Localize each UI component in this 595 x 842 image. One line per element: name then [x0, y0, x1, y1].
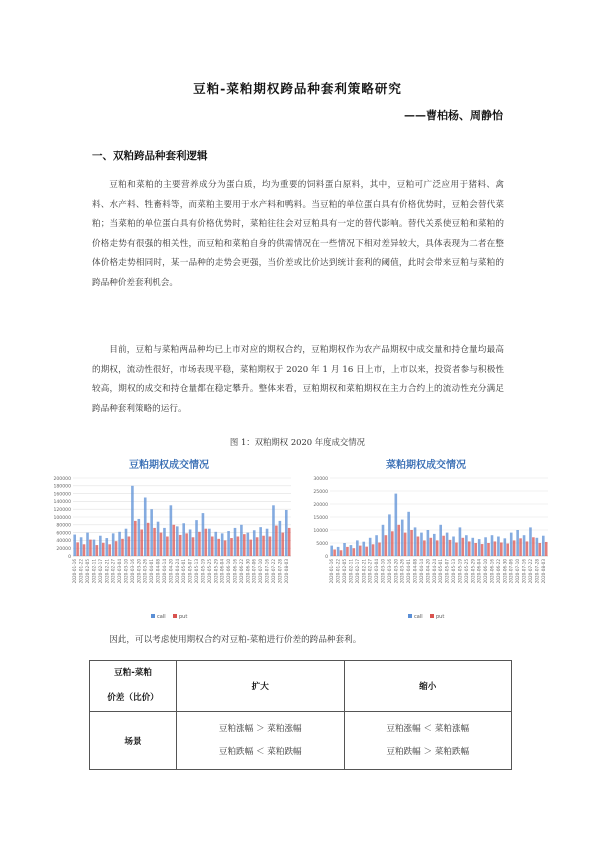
bar-put — [436, 540, 439, 556]
legend-label-put: put — [179, 614, 188, 620]
bar-call — [80, 537, 83, 556]
x-tick-label: 2020-07-06 — [251, 559, 257, 584]
bar-call — [259, 527, 262, 556]
table-header-row — [90, 661, 512, 712]
bar-call — [118, 532, 121, 556]
y-tick-label: 180000 — [53, 484, 71, 490]
y-tick-label: 200000 — [53, 476, 71, 482]
bar-call — [195, 520, 198, 556]
legend-label-call: call — [414, 614, 423, 620]
bar-call — [285, 510, 288, 556]
legend-label-put: put — [436, 614, 445, 620]
bar-call — [240, 525, 243, 556]
rapeseed-chart-svg — [298, 452, 554, 624]
rapeseed-option-volume-chart — [298, 452, 554, 624]
y-tick-label: 40000 — [56, 539, 71, 545]
x-tick-label: 2020-06-22 — [495, 559, 501, 584]
y-tick-label: 80000 — [56, 523, 71, 529]
bar-call — [491, 535, 494, 556]
x-tick-label: 2020-01-16 — [72, 559, 78, 584]
x-tick-label: 2020-05-13 — [451, 559, 457, 584]
x-tick-label: 2020-02-05 — [85, 559, 91, 584]
bar-put — [160, 533, 163, 556]
x-tick-label: 2020-04-24 — [174, 559, 180, 584]
bar-put — [269, 537, 272, 557]
bar-put — [243, 534, 246, 556]
x-tick-label: 2020-06-30 — [245, 559, 251, 584]
bar-call — [163, 528, 166, 556]
x-tick-label: 2020-05-25 — [206, 559, 212, 584]
y-tick-label: 60000 — [56, 531, 71, 537]
x-tick-label: 2020-06-16 — [232, 559, 238, 584]
x-tick-label: 2020-07-10 — [258, 559, 264, 584]
paragraph-1: 豆粕和菜粕的主要营养成分为蛋白质，均为重要的饲料蛋白原料，其中，豆粕可广泛应用于猪料、禽料、水产料、牲畜料等，而菜粕主要用于水产料和鸭料。当豆粕的单位蛋白具有价格优势时，豆粕会替代菜粕；当菜粕的单位蛋白具有价格优势时，菜粕往往会对豆粕具有一定的替代影响。替代关系使豆粕和菜粕的价格走势有很强的相关性，而豆粕和菜粕自身的供需情况在一些情况下相对差异较大，具体表现为二者在整体价格走势相同时，某一品种的走势会更强，当价差或比价达到统计套利的阈值，此时会带来豆粕与菜粕的跨品种价差套利机会。 — [92, 180, 504, 288]
bar-put — [140, 529, 143, 556]
bar-put — [429, 538, 432, 556]
x-tick-label: 2020-02-21 — [104, 559, 110, 584]
bar-call — [375, 535, 378, 556]
expand-line-2: 豆粕跌幅 ＜ 菜粕跌幅 — [218, 746, 302, 757]
bar-put — [115, 541, 118, 556]
x-tick-label: 2020-06-22 — [238, 559, 244, 584]
bar-put — [121, 539, 124, 556]
x-tick-label: 2020-04-08 — [155, 559, 161, 584]
bar-put — [224, 540, 227, 556]
bar-put — [179, 535, 182, 556]
bar-call — [433, 534, 436, 556]
x-tick-label: 2020-02-11 — [91, 559, 97, 584]
x-tick-label: 2020-03-10 — [380, 559, 386, 584]
bar-put — [96, 545, 99, 556]
bar-put — [423, 540, 426, 556]
bar-put — [455, 542, 458, 556]
bar-call — [182, 523, 185, 556]
bar-call — [105, 538, 108, 556]
chart-title: 豆粕期权成交情况 — [129, 460, 209, 471]
bar-call — [208, 529, 211, 556]
bar-put — [538, 543, 541, 556]
y-tick-label: 0 — [325, 554, 328, 560]
x-tick-label: 2020-06-10 — [226, 559, 232, 584]
bar-put — [249, 540, 252, 556]
bar-call — [504, 538, 507, 556]
x-tick-label: 2020-04-08 — [412, 559, 418, 584]
x-tick-label: 2020-02-11 — [348, 559, 354, 584]
bar-call — [446, 533, 449, 556]
table-header-label — [90, 661, 177, 712]
bar-put — [89, 540, 92, 556]
x-tick-label: 2020-03-20 — [136, 559, 142, 584]
y-tick-label: 10000 — [313, 528, 328, 534]
x-tick-label: 2020-02-17 — [97, 559, 103, 584]
x-tick-label: 2020-07-22 — [270, 559, 276, 584]
y-tick-label: 30000 — [313, 476, 328, 482]
bar-put — [481, 544, 484, 556]
bar-call — [247, 533, 250, 556]
shrink-line-2: 豆粕跌幅 ＞ 菜粕跌幅 — [386, 746, 470, 757]
paragraph-3: 因此，可以考虑使用期权合约对豆粕-菜粕进行价差的跨品种套利。 — [109, 635, 362, 645]
y-tick-label: 20000 — [313, 502, 328, 508]
bar-call — [420, 533, 423, 556]
bar-put — [340, 550, 343, 556]
bar-put — [487, 543, 490, 556]
bar-put — [102, 543, 105, 556]
x-tick-label: 2020-02-27 — [367, 559, 373, 584]
bar-put — [192, 537, 195, 556]
bar-put — [76, 542, 79, 556]
bar-put — [134, 521, 137, 556]
bar-put — [500, 542, 503, 556]
bar-call — [253, 530, 256, 556]
shrink-line-1: 豆粕涨幅 ＜ 菜粕涨幅 — [386, 723, 470, 734]
legend-label-call: call — [157, 614, 166, 620]
bar-put — [449, 540, 452, 556]
x-tick-label: 2020-05-29 — [470, 559, 476, 584]
bar-put — [262, 536, 265, 556]
x-tick-label: 2020-03-16 — [386, 559, 392, 584]
x-tick-label: 2020-02-05 — [342, 559, 348, 584]
x-tick-label: 2020-05-07 — [444, 559, 450, 584]
bar-call — [510, 533, 513, 556]
bar-put — [147, 523, 150, 556]
bar-put — [217, 539, 220, 556]
x-tick-label: 2020-07-22 — [527, 559, 533, 584]
x-tick-label: 2020-05-29 — [213, 559, 219, 584]
bar-put — [391, 531, 394, 556]
section-heading: 一、双粕跨品种套利逻辑 — [92, 150, 208, 162]
bar-call — [369, 538, 372, 556]
x-tick-label: 2020-06-10 — [483, 559, 489, 584]
bar-call — [536, 538, 539, 556]
bar-call — [214, 532, 217, 556]
document-title: 豆粕-菜粕期权跨品种套利策略研究 — [193, 81, 402, 96]
legend-swatch-put — [173, 614, 177, 618]
bar-call — [395, 494, 398, 556]
x-tick-label: 2020-06-30 — [502, 559, 508, 584]
bar-put — [198, 532, 201, 556]
bar-call — [414, 527, 417, 556]
bar-put — [275, 526, 278, 556]
bar-call — [189, 529, 192, 556]
bar-put — [494, 541, 497, 556]
x-tick-label: 2020-04-20 — [168, 559, 174, 584]
x-tick-label: 2020-07-28 — [534, 559, 540, 584]
bar-call — [356, 540, 359, 556]
document-authors: ——曹柏杨、周静怡 — [404, 109, 503, 122]
x-tick-label: 2020-04-14 — [418, 559, 424, 584]
bar-put — [468, 541, 471, 556]
bar-put — [513, 540, 516, 556]
legend-swatch-call — [151, 614, 155, 618]
bar-call — [279, 521, 282, 556]
header-label-line1: 豆粕-菜粕 — [114, 668, 152, 678]
y-tick-label: 15000 — [313, 515, 328, 521]
bar-put — [532, 537, 535, 556]
bar-call — [542, 536, 545, 556]
bar-call — [144, 498, 147, 557]
bar-call — [157, 522, 160, 556]
x-tick-label: 2020-07-28 — [277, 559, 283, 584]
bar-call — [497, 537, 500, 557]
bar-call — [523, 535, 526, 556]
bar-put — [108, 544, 111, 556]
x-tick-label: 2020-05-19 — [200, 559, 206, 584]
bar-put — [404, 533, 407, 556]
bar-call — [234, 528, 237, 556]
bar-put — [417, 537, 420, 557]
bar-put — [346, 547, 349, 556]
x-tick-label: 2020-05-07 — [187, 559, 193, 584]
bar-call — [478, 539, 481, 556]
x-tick-label: 2020-06-04 — [219, 559, 225, 584]
bar-put — [281, 533, 284, 556]
x-tick-label: 2020-07-16 — [521, 559, 527, 584]
x-tick-label: 2020-03-04 — [117, 559, 123, 584]
table-row — [90, 712, 512, 770]
bar-put — [353, 548, 356, 556]
x-tick-label: 2020-04-20 — [425, 559, 431, 584]
bar-put — [365, 547, 368, 556]
x-tick-label: 2020-03-16 — [129, 559, 135, 584]
x-tick-label: 2020-01-22 — [78, 559, 84, 584]
bar-put — [442, 536, 445, 556]
table-header-shrink: 缩小 — [344, 661, 512, 712]
bar-put — [237, 537, 240, 557]
strategy-table — [89, 660, 512, 770]
legend-swatch-put — [430, 614, 434, 618]
x-tick-label: 2020-06-16 — [489, 559, 495, 584]
soymeal-option-volume-chart — [41, 452, 297, 624]
bar-call — [221, 533, 224, 556]
bar-put — [230, 538, 233, 556]
bar-call — [86, 533, 89, 556]
x-tick-label: 2020-04-24 — [431, 559, 437, 584]
x-tick-label: 2020-05-19 — [457, 559, 463, 584]
paragraph-2: 目前，豆粕与菜粕两品种均已上市对应的期权合约，豆粕期权作为农产品期权中成交量和持仓量均最高的期权，流动性很好，市场表现平稳，菜粕期权于 2020 年 1 月 16 日上市，上市以来，投资者参与积极性较高，期权的成交和持仓量都在稳定攀升。整体来看，豆粕期权和菜粕期权在主力合约上的流动性充分满足跨品种套利策略的运行。 — [92, 345, 504, 414]
bar-put — [462, 538, 465, 556]
bar-put — [519, 538, 522, 556]
table-cell-expand — [177, 712, 345, 770]
bar-call — [170, 505, 173, 556]
bar-call — [427, 530, 430, 556]
bar-put — [397, 525, 400, 556]
x-tick-label: 2020-03-10 — [123, 559, 129, 584]
x-tick-label: 2020-05-13 — [194, 559, 200, 584]
x-tick-label: 2020-03-20 — [393, 559, 399, 584]
bar-call — [73, 535, 76, 556]
bar-call — [176, 526, 179, 556]
bar-call — [484, 537, 487, 556]
x-tick-label: 2020-08-03 — [540, 559, 546, 584]
figure-caption: 图 1：双粕期权 2020 年度成交情况 — [229, 437, 366, 447]
x-tick-label: 2020-07-06 — [508, 559, 514, 584]
table-cell-shrink — [344, 712, 512, 770]
x-tick-label: 2020-05-01 — [181, 559, 187, 584]
bar-call — [131, 486, 134, 556]
bar-call — [227, 531, 230, 556]
bar-call — [516, 530, 519, 556]
chart-title: 菜粕期权成交情况 — [386, 460, 466, 471]
header-label-line2: 价差（比价） — [107, 693, 159, 703]
bar-put — [185, 533, 188, 556]
x-tick-label: 2020-03-04 — [374, 559, 380, 584]
x-tick-label: 2020-07-16 — [264, 559, 270, 584]
bar-put — [410, 530, 413, 556]
bar-call — [465, 535, 468, 556]
bar-call — [452, 537, 455, 557]
y-tick-label: 140000 — [53, 500, 71, 506]
bar-put — [172, 525, 175, 556]
soymeal-chart-svg — [41, 452, 297, 624]
bar-call — [382, 525, 385, 556]
y-tick-label: 20000 — [56, 547, 71, 552]
x-tick-label: 2020-05-25 — [463, 559, 469, 584]
y-tick-label: 160000 — [53, 492, 71, 498]
x-tick-label: 2020-02-27 — [110, 559, 116, 584]
x-tick-label: 2020-01-16 — [329, 559, 335, 584]
bar-put — [166, 537, 169, 557]
bar-put — [256, 537, 259, 556]
y-tick-label: 0 — [68, 554, 71, 560]
bar-call — [401, 520, 404, 556]
x-tick-label: 2020-06-04 — [476, 559, 482, 584]
x-tick-label: 2020-02-17 — [354, 559, 360, 584]
bar-call — [138, 519, 141, 556]
x-tick-label: 2020-02-21 — [361, 559, 367, 584]
y-tick-label: 25000 — [313, 489, 328, 495]
x-tick-label: 2020-04-01 — [149, 559, 155, 584]
bar-put — [474, 543, 477, 556]
x-tick-label: 2020-05-01 — [438, 559, 444, 584]
bar-call — [388, 514, 391, 556]
bar-call — [330, 546, 333, 556]
bar-call — [125, 529, 128, 556]
bar-call — [93, 540, 96, 556]
x-tick-label: 2020-08-03 — [283, 559, 289, 584]
bar-call — [362, 542, 365, 556]
bar-call — [343, 543, 346, 556]
y-tick-label: 120000 — [53, 508, 71, 513]
y-tick-label: 100000 — [53, 515, 71, 521]
bar-call — [471, 538, 474, 556]
x-tick-label: 2020-04-01 — [406, 559, 412, 584]
bar-put — [378, 542, 381, 556]
bar-put — [153, 528, 156, 556]
table-row-label: 场景 — [90, 712, 177, 770]
bar-put — [83, 544, 86, 556]
x-tick-label: 2020-04-14 — [161, 559, 167, 584]
bar-put — [128, 537, 131, 557]
bar-put — [333, 550, 336, 557]
bar-call — [112, 533, 115, 556]
bar-call — [407, 512, 410, 556]
bar-call — [337, 547, 340, 556]
bar-call — [99, 536, 102, 556]
bar-call — [459, 527, 462, 556]
x-tick-label: 2020-03-26 — [142, 559, 148, 584]
bar-put — [288, 528, 291, 556]
bar-call — [202, 513, 205, 556]
bar-put — [506, 544, 509, 556]
table-header-expand: 扩大 — [177, 661, 345, 712]
bar-call — [266, 529, 269, 556]
bar-put — [211, 537, 214, 557]
bar-call — [272, 505, 275, 556]
bar-put — [372, 544, 375, 556]
y-tick-label: 5000 — [316, 541, 328, 547]
legend-swatch-call — [408, 614, 412, 618]
x-tick-label: 2020-01-22 — [335, 559, 341, 584]
bar-put — [545, 542, 548, 556]
x-tick-label: 2020-03-26 — [399, 559, 405, 584]
bar-call — [350, 545, 353, 556]
expand-line-1: 豆粕涨幅 ＞ 菜粕涨幅 — [218, 723, 302, 734]
bar-put — [205, 529, 208, 556]
bar-call — [439, 525, 442, 556]
x-tick-label: 2020-07-10 — [515, 559, 521, 584]
bar-put — [526, 541, 529, 556]
bar-put — [359, 546, 362, 556]
bar-call — [150, 509, 153, 556]
bar-call — [529, 527, 532, 556]
bar-put — [385, 535, 388, 556]
